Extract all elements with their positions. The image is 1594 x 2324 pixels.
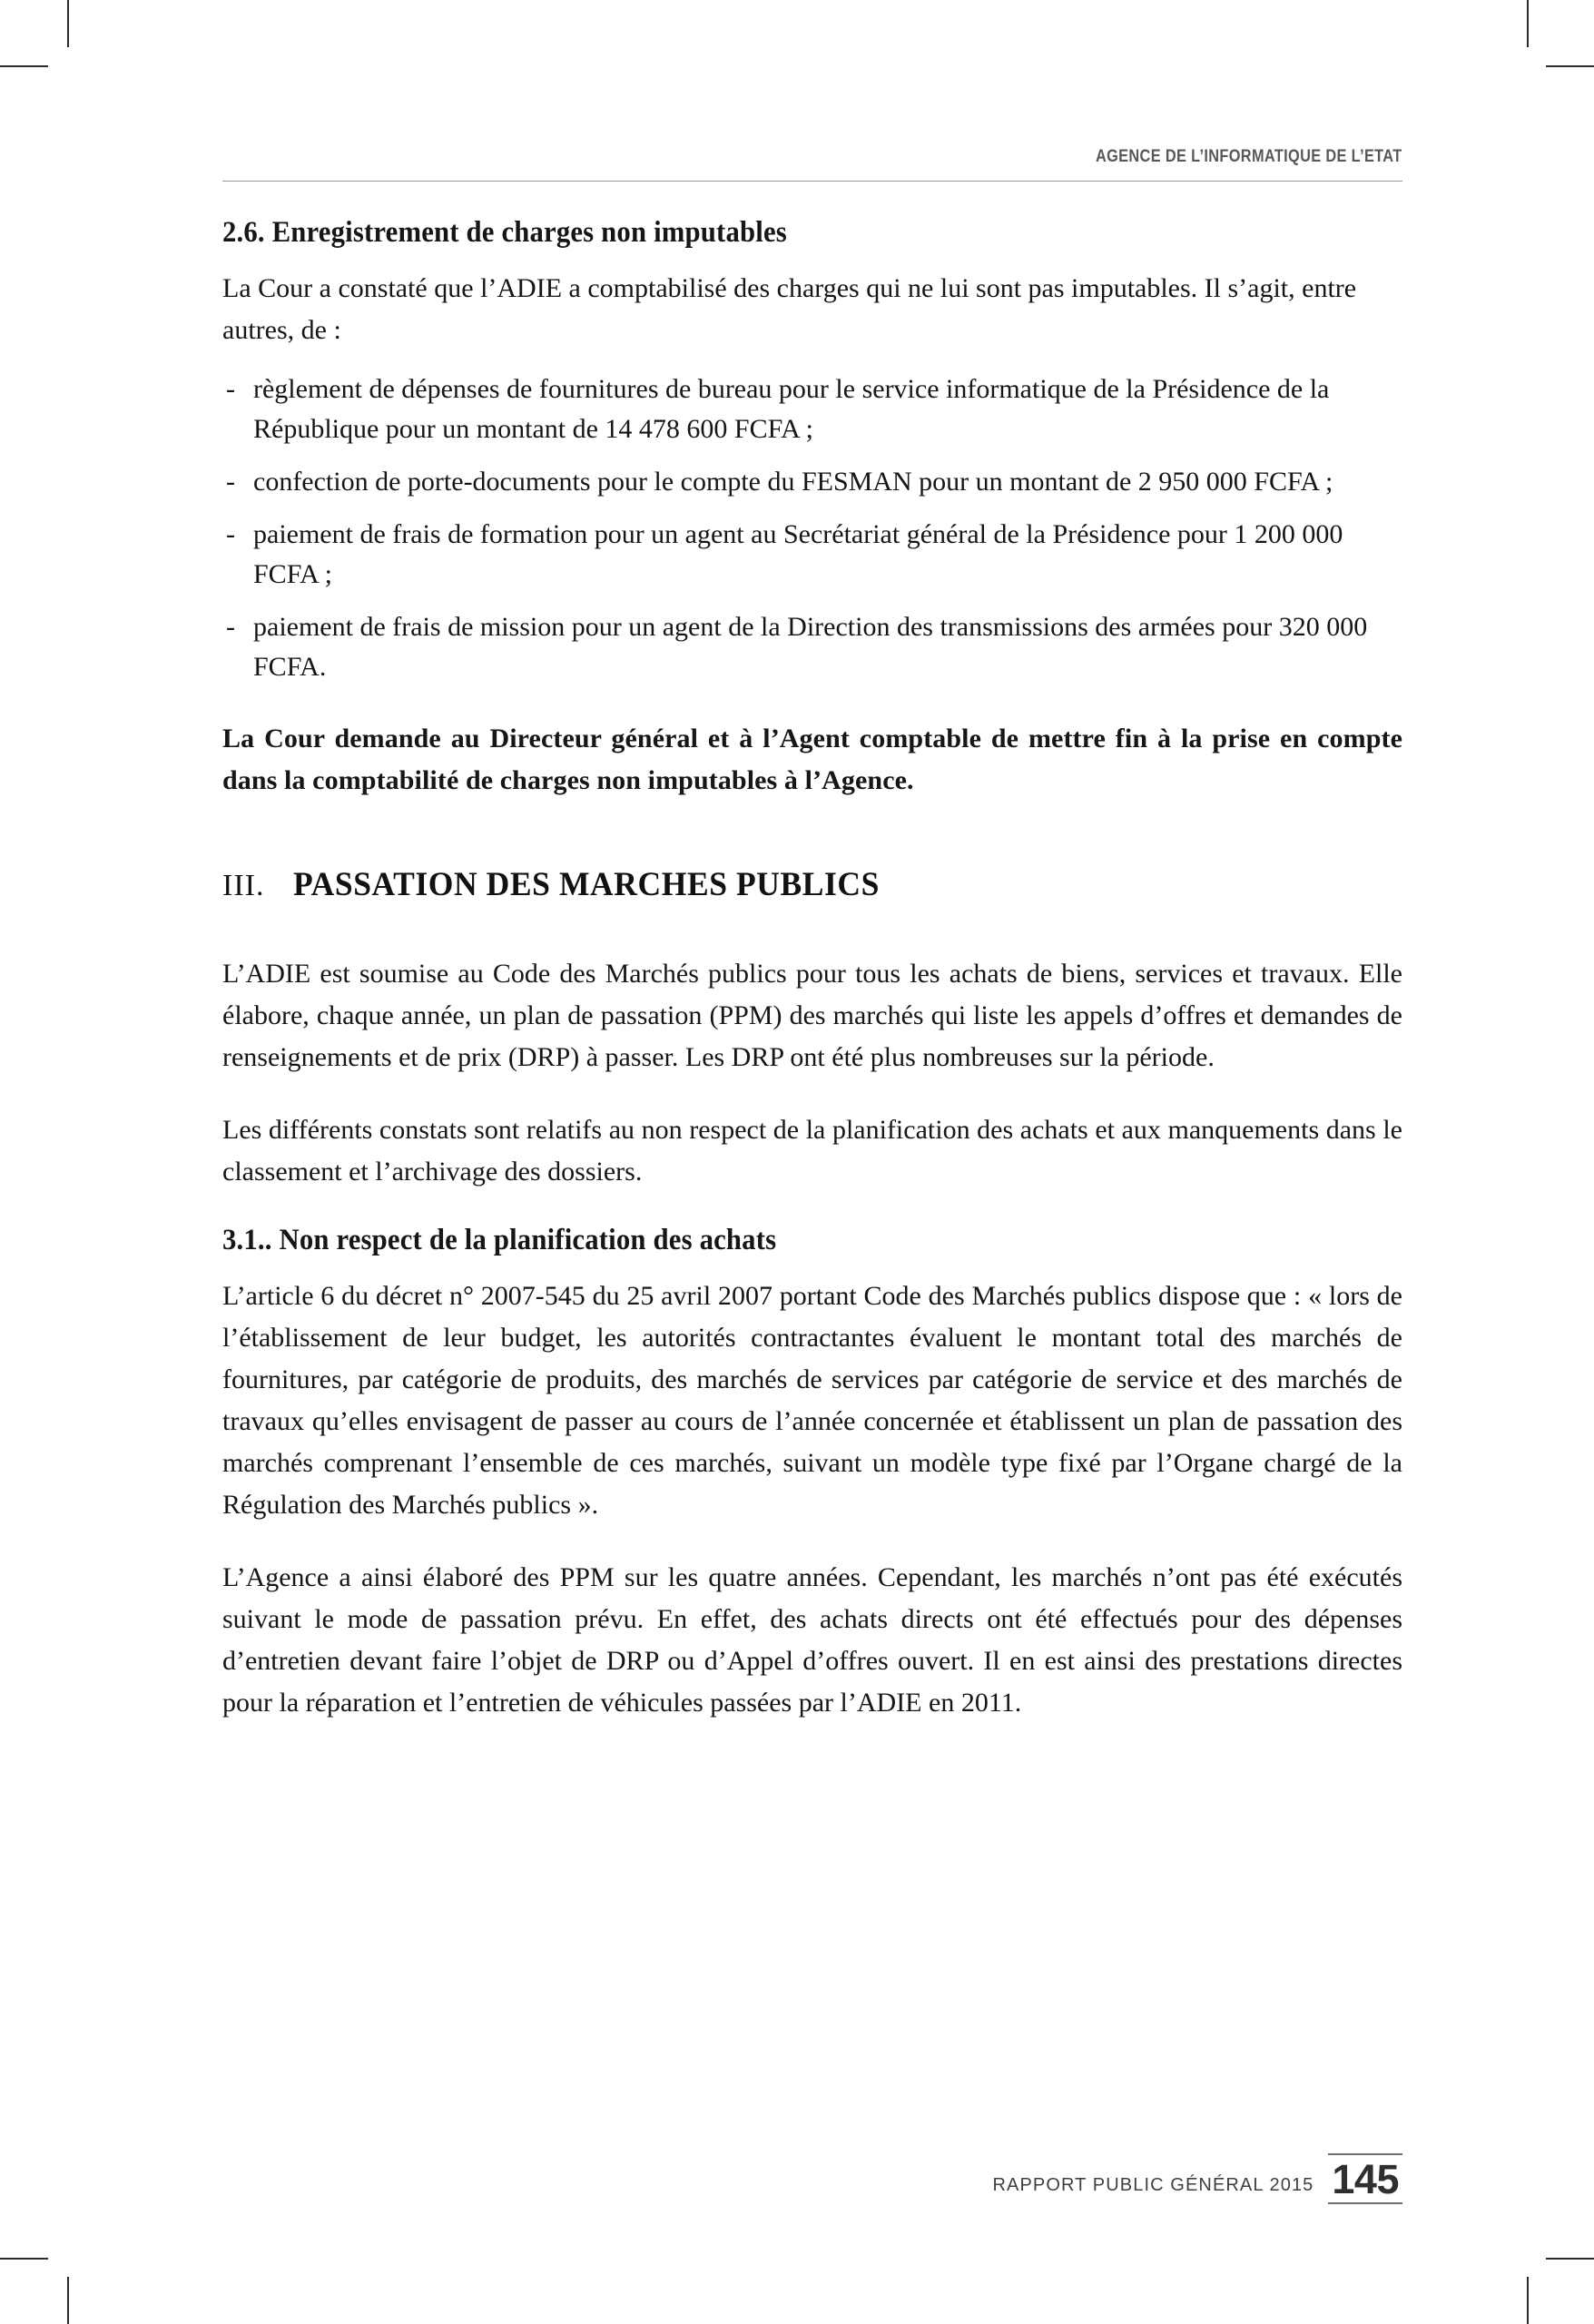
non-imputable-charges-list [222,369,1402,687]
dash-bullet-icon: - [226,519,235,549]
running-header [222,147,1402,167]
paragraph-3-1-1: L’article 6 du décret n° 2007-545 du 25 avril 2007 portant Code des Marchés publics dispose que : « lors de l’établissement de leur budget, les autorités contractantes évaluent le montant total des marchés de fournitures, par catégorie de produits, des marchés de services par catégorie de service et des marchés de travaux qu’elles envisagent de passer au cours de l’année concernée et établissent un plan de passation des marchés comprenant l’ensemble de ces marchés, suivant un modèle type fixé par l’Organe chargé de la Régulation des Marchés publics ». [222,1281,1402,1520]
section-number: III. [222,869,265,902]
crop-mark-icon [1546,2258,1594,2260]
paragraph-section-3-1: L’ADIE est soumise au Code des Marchés publics pour tous les achats de biens, services et travaux. Elle élabore, chaque année, un plan de passation (PPM) des marchés qui liste les appels d’offres et demandes de renseignements et de prix (DRP) à passer. Les DRP ont été plus nombreuses sur la période. [222,959,1402,1072]
list-item [222,607,1402,687]
list-item [222,369,1402,449]
paragraph-2-6-intro: La Cour a constaté que l’ADIE a comptabilisé des charges qui ne lui sont pas imputables. Il s’agit, entre autres, de : [222,273,1357,345]
crop-mark-icon [67,0,69,47]
paragraph-3-1-2: L’Agence a ainsi élaboré des PPM sur les quatre années. Cependant, les marchés n’ont pas été exécutés suivant le mode de passation prévu. En effet, des achats directs ont été effectués pour des dépenses d’entretien devant faire l’objet de DRP ou d’Appel d’offres ouvert. Il en est ainsi des prestations directes pour la réparation et l’entretien de véhicules passées par l’ADIE en 2011. [222,1562,1402,1718]
heading-3-1: 3.1.. Non respect de la planification des achats [222,1224,777,1256]
footer-report-label: RAPPORT PUBLIC GÉNÉRAL 2015 [992,2175,1314,2195]
crop-mark-icon [67,2277,69,2324]
heading-2-6: 2.6. Enregistrement de charges non imputables [222,216,787,249]
list-item [222,515,1402,595]
header-divider [222,181,1402,182]
crop-mark-icon [0,65,48,67]
crop-mark-icon [1546,65,1594,67]
list-item [222,462,1402,502]
list-item-text: règlement de dépenses de fournitures de bureau pour le service informatique de la Présidence de la République pour un montant de 14 478 600 FCFA ; [253,374,1330,444]
folio-rule-bottom [1328,2202,1402,2204]
dash-bullet-icon: - [226,612,235,642]
crop-mark-icon [1527,2277,1529,2324]
page-body [222,216,1402,1724]
page-footer [222,2153,1402,2204]
list-item-text: paiement de frais de formation pour un agent au Secrétariat général de la Présidence pour 1 200 000 FCFA ; [253,519,1343,589]
section-title: PASSATION DES MARCHES PUBLICS [293,866,880,903]
paragraph-section-3-2: Les différents constats sont relatifs au non respect de la planification des achats et aux manquements dans le classement et l’archivage des dossiers. [222,1115,1402,1187]
crop-mark-icon [1527,0,1529,47]
list-item-text: paiement de frais de mission pour un agent de la Direction des transmissions des armées pour 320 000 FCFA. [253,612,1368,682]
page-number: 145 [1332,2156,1399,2202]
crop-mark-icon [0,2258,48,2260]
list-item-text: confection de porte-documents pour le compte du FESMAN pour un montant de 2 950 000 FCFA ; [253,467,1333,497]
dash-bullet-icon: - [226,467,235,497]
folio-rule-top [1328,2153,1402,2155]
running-header-title: AGENCE DE L’INFORMATIQUE DE L’ETAT [1096,147,1402,166]
page-number-block [1328,2153,1402,2204]
paragraph-court-recommendation: La Cour demande au Directeur général et à l’Agent comptable de mettre fin à la prise en compte dans la comptabilité de charges non imputables à l’Agence. [222,724,1402,795]
heading-section-3 [222,865,1402,904]
dash-bullet-icon: - [226,374,235,404]
